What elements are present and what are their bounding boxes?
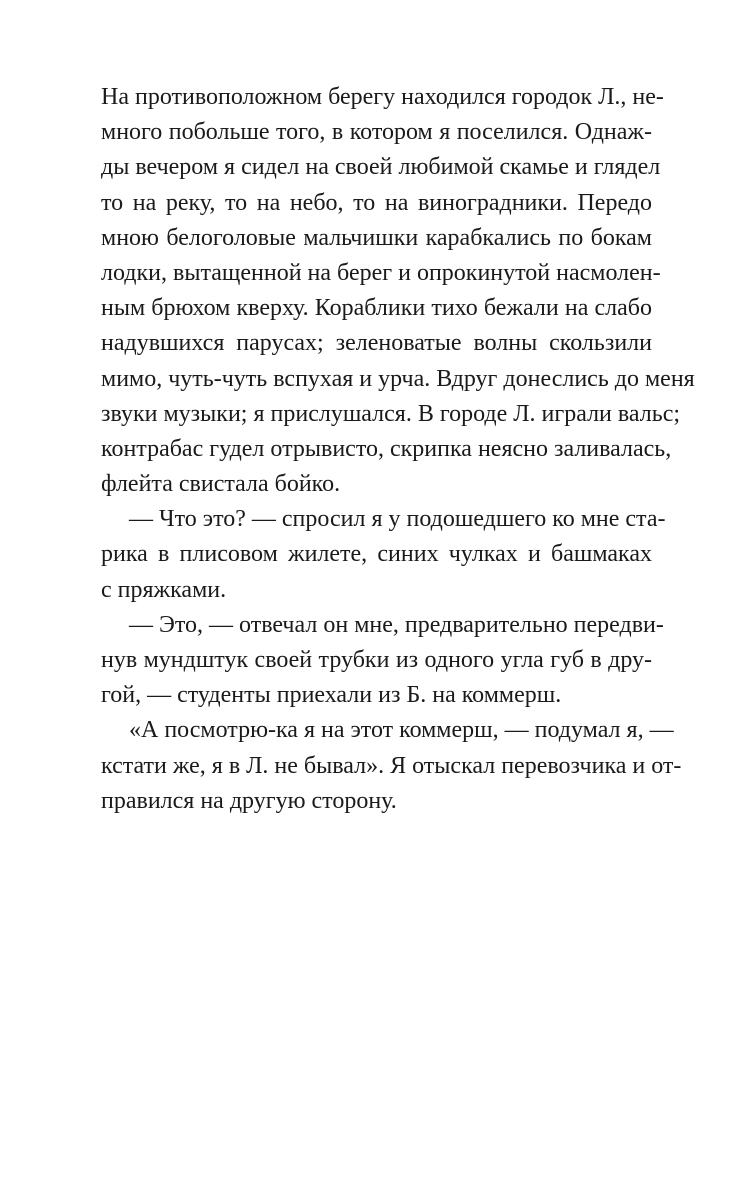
text-line: флейта свистала бойко. (101, 471, 341, 498)
text-line: «А посмотрю-ка я на этот коммерш, — подумал я, — (129, 717, 674, 744)
text-line: лодки, вытащенной на берег и опрокинутой насмолен- (101, 259, 661, 286)
text-line: мною белоголовые мальчишки карабкались по бокам (101, 224, 652, 251)
text-line: — Это, — отвечал он мне, предварительно передви- (129, 611, 664, 638)
text-block (101, 80, 695, 819)
text-line: звуки музыки; я прислушался. В городе Л. играли вальс; (101, 400, 681, 427)
paragraph-3 (101, 608, 664, 714)
text-line: рика в плисовом жилете, синих чулках и башмаках (101, 541, 652, 568)
text-line: правился на другую сторону. (101, 787, 397, 814)
text-line: надувшихся парусах; зеленоватые волны скользили (101, 330, 652, 357)
text-line: кстати же, я в Л. не бывал». Я отыскал перевозчика и от- (101, 752, 682, 779)
text-line: — Что это? — спросил я у подошедшего ко мне ста- (129, 506, 666, 533)
text-line: нув мундштук своей трубки из одного угла губ в дру- (101, 647, 652, 673)
paragraph-4 (101, 713, 682, 819)
text-line: ды вечером я сидел на своей любимой скамье и глядел (101, 154, 661, 181)
text-line: контрабас гудел отрывисто, скрипка неясно заливалась, (101, 435, 672, 462)
text-line: ным брюхом кверху. Кораблики тихо бежали на слабо (101, 295, 652, 322)
paragraph-2 (101, 502, 666, 608)
text-line: много побольше того, в котором я поселился. Однаж- (101, 119, 652, 146)
text-line: гой, — студенты приехали из Б. на коммерш. (101, 682, 562, 709)
text-line: то на реку, то на небо, то на виноградники. Передо (101, 189, 652, 216)
text-line: мимо, чуть-чуть вспухая и урча. Вдруг донеслись до меня (101, 365, 695, 392)
text-line: На противоположном берегу находился городок Л., не- (101, 84, 664, 110)
text-line: с пряжками. (101, 576, 227, 603)
paragraph-1 (101, 80, 695, 502)
